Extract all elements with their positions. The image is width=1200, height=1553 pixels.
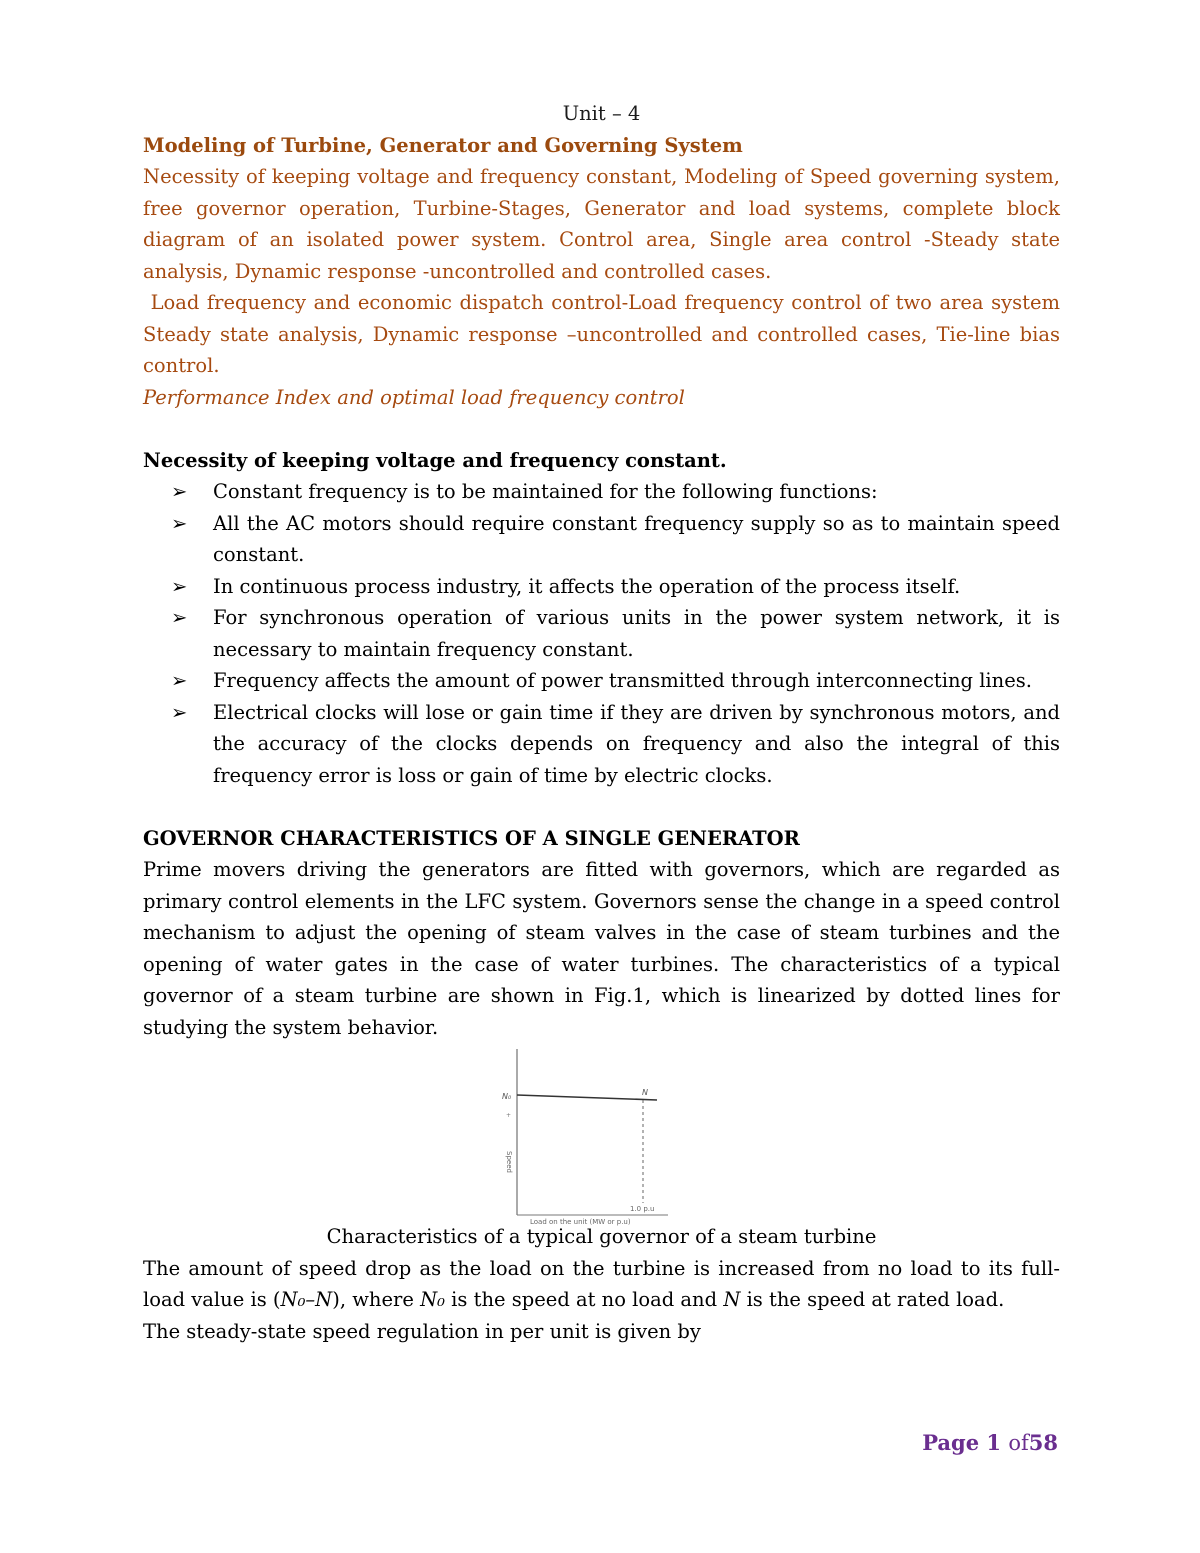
- symbol-n0: N₀: [420, 1288, 445, 1311]
- tick-mark-label: +: [506, 1112, 512, 1119]
- syllabus-topics-1: Necessity of keeping voltage and frequency constant, Modeling of Speed governing system, free governor operation, Turbine-Stages, Generator and load systems, complete block diagram of an isolated power system. Control area, Single area control -Steady state analysis, Dynamic response -uncontrolled and controlled cases.: [143, 165, 1060, 283]
- list-item-text: All the AC motors should require constant frequency supply so as to maintain speed constant.: [213, 511, 1060, 566]
- n0-label: N₀: [502, 1092, 512, 1101]
- symbol-range: N₀–N: [280, 1288, 333, 1311]
- x-axis-label: Load on the unit (MW or p.u): [530, 1218, 631, 1226]
- arrow-bullet-icon: ➢: [171, 606, 188, 629]
- speed-drop-paragraph: [143, 1253, 1060, 1316]
- regulation-paragraph: The steady-state speed regulation in per unit is given by: [143, 1319, 701, 1343]
- list-item: [171, 508, 1060, 571]
- list-item: [171, 665, 1060, 697]
- spacer: [143, 791, 1060, 823]
- page-content: [143, 98, 1060, 1347]
- arrow-bullet-icon: ➢: [171, 669, 188, 692]
- list-item-text: Frequency affects the amount of power transmitted through interconnecting lines.: [213, 669, 1032, 692]
- necessity-bullet-list: [143, 476, 1060, 791]
- figure-caption: Characteristics of a typical governor of a steam turbine: [326, 1225, 877, 1248]
- page-current: 1: [986, 1430, 1002, 1455]
- governor-paragraph: Prime movers driving the generators are fitted with governors, which are regarded as primary control elements in the LFC system. Governors sense the change in a speed control mechanism to adjust the opening of steam valves in the case of steam turbines and the opening of water gates in the case of water turbines. The characteristics of a typical governor of a steam turbine are shown in Fig.1, which is linearized by dotted lines for studying the system behavior.: [143, 858, 1060, 1039]
- section-heading-governor: GOVERNOR CHARACTERISTICS OF A SINGLE GENERATOR: [143, 826, 800, 850]
- arrow-bullet-icon: ➢: [171, 480, 188, 503]
- list-item-text: In continuous process industry, it affects the operation of the process itself.: [213, 574, 961, 598]
- list-item: [171, 602, 1060, 665]
- of-word: of: [1008, 1431, 1029, 1455]
- unit-title: Unit – 4: [562, 102, 641, 125]
- list-item-text: For synchronous operation of various units in the power system network, it is necessary to maintain frequency constant.: [213, 606, 1060, 661]
- section-heading-necessity: Necessity of keeping voltage and frequency constant.: [143, 448, 727, 472]
- text-run: ), where: [332, 1288, 421, 1311]
- syllabus-topics-3: Performance Index and optimal load frequency control: [143, 385, 685, 409]
- list-item: [171, 697, 1060, 792]
- page-word: Page: [922, 1430, 980, 1455]
- arrow-bullet-icon: ➢: [171, 511, 188, 535]
- page-number: [922, 1430, 1058, 1455]
- syllabus-topics-2: [143, 287, 1060, 382]
- x-tick-label: 1.0 p.u: [630, 1205, 655, 1213]
- list-item-text: Electrical clocks will lose or gain time if they are driven by synchronous motors, and the accuracy of the clocks depends on frequency and also the integral of this frequency error is loss or gain of time by electric clocks.: [213, 700, 1060, 787]
- governor-figure: [143, 1043, 1060, 1226]
- chapter-title: Modeling of Turbine, Generator and Governing System: [143, 133, 743, 157]
- page-total: 58: [1028, 1430, 1058, 1455]
- n-label: N: [642, 1088, 648, 1097]
- spacer: [143, 413, 1060, 445]
- text-run: is the speed at no load and: [444, 1288, 724, 1311]
- list-item-text: Constant frequency is to be maintained for the following functions:: [213, 480, 878, 503]
- arrow-bullet-icon: ➢: [171, 700, 188, 724]
- arrow-bullet-icon: ➢: [171, 574, 188, 598]
- text-run: The amount of speed drop as the load on the turbine is increased from no load to its full-load value is (: [143, 1256, 1060, 1311]
- text-run: is the speed at rated load.: [740, 1288, 1005, 1311]
- list-item: [171, 476, 1060, 508]
- governor-characteristic-chart: [143, 1043, 1060, 1226]
- syllabus-topics-2-text: Load frequency and economic dispatch control-Load frequency control of two area system Steady state analysis, Dynamic response –uncontrolled and controlled cases, Tie-line bias control.: [143, 291, 1061, 377]
- characteristic-line: [517, 1095, 657, 1100]
- symbol-n: N: [723, 1288, 741, 1311]
- y-axis-label: Speed: [505, 1151, 513, 1173]
- list-item: [171, 571, 1060, 603]
